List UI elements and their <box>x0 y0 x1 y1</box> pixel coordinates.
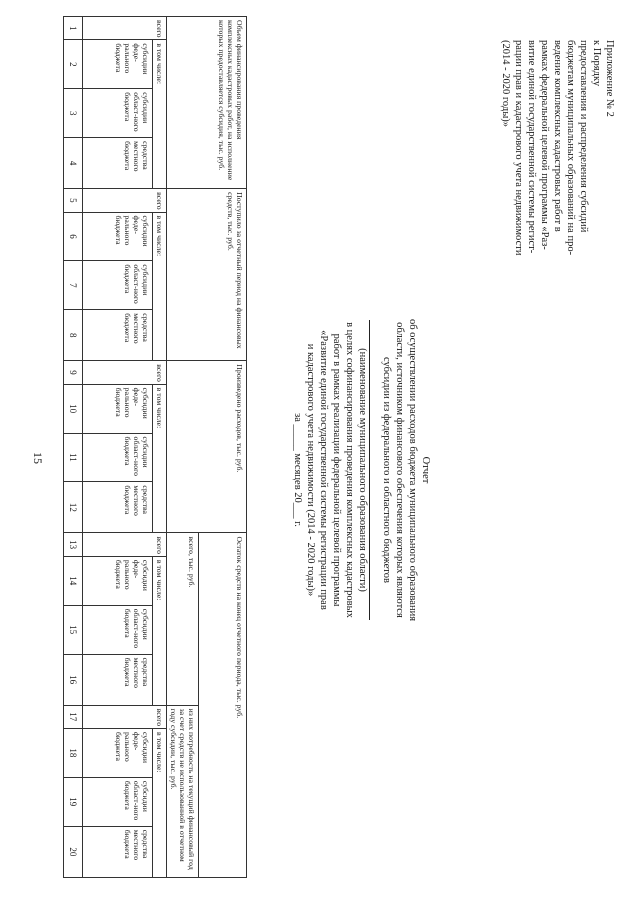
column-number: 3 <box>64 89 83 138</box>
rotated-sheet <box>30 10 620 890</box>
col-federal-subsidy: субсидии феде-рального бюджета <box>83 40 153 89</box>
column-number: 10 <box>64 384 83 433</box>
col-local-budget: средства местного бюджета <box>83 826 153 877</box>
report-table <box>63 16 247 878</box>
header-remainder-total: всего, тыс. руб. <box>167 533 199 705</box>
column-number: 14 <box>64 556 83 605</box>
col-total: всего <box>83 361 167 384</box>
column-number: 9 <box>64 361 83 384</box>
purpose-line: и кадастрового учета недвижимости (2014 - 2020 годы)» <box>305 343 316 597</box>
col-total: всего <box>83 533 167 556</box>
appendix-line: к Порядку <box>591 40 602 87</box>
col-total: всего <box>83 189 167 212</box>
col-regional-subsidy: субсидии област-ного бюджета <box>83 605 153 654</box>
appendix-line: бюджетам муниципальных образований на про- <box>565 40 576 256</box>
column-number: 7 <box>64 261 83 310</box>
column-number: 11 <box>64 433 83 482</box>
report-subtitle-line: субсидии из федерального и областного бюджетов <box>381 357 392 583</box>
report-title-block <box>291 260 432 680</box>
column-number: 15 <box>64 605 83 654</box>
appendix-line: рамках федеральной целевой программы «Раз- <box>539 40 550 250</box>
col-federal-subsidy: субсидии феде-рального бюджета <box>83 728 153 777</box>
appendix-line: Приложение № 2 <box>604 40 615 117</box>
municipality-caption: (наименование муниципального образования области) <box>357 348 368 592</box>
col-including: в том числе: <box>153 384 167 533</box>
header-spent: Произведено расходов, тыс. руб. <box>167 361 247 533</box>
appendix-line: рации прав и кадастрового учета недвижимости <box>513 40 524 256</box>
period-line: за _____ месяцев 20___ г. <box>292 413 303 527</box>
col-including: в том числе: <box>153 556 167 705</box>
column-number: 13 <box>64 533 83 556</box>
municipality-blank-line <box>369 320 370 620</box>
header-remainder-need: из них потребность на текущий финансовый год за счет средств не использованной в отчетном году субсидии, тыс. руб. <box>167 705 199 877</box>
col-total: всего <box>83 705 167 728</box>
column-number: 19 <box>64 777 83 826</box>
column-number: 18 <box>64 728 83 777</box>
appendix-line: ведение комплексных кадастровых работ в <box>552 40 563 232</box>
col-local-budget: средства местного бюджета <box>83 310 153 361</box>
col-local-budget: средства местного бюджета <box>83 482 153 533</box>
column-number: 17 <box>64 705 83 728</box>
col-federal-subsidy: субсидии феде-рального бюджета <box>83 212 153 261</box>
column-number: 2 <box>64 40 83 89</box>
column-number: 20 <box>64 826 83 877</box>
report-subtitle-line: области, источником финансового обеспечения которых являются <box>394 322 405 618</box>
appendix-line: витие единой государственной системы регист- <box>526 40 537 254</box>
col-federal-subsidy: субсидии феде-рального бюджета <box>83 384 153 433</box>
column-number: 6 <box>64 212 83 261</box>
col-total: всего <box>83 17 167 40</box>
col-regional-subsidy: субсидии област-ного бюджета <box>83 89 153 138</box>
report-title: Отчет <box>420 456 431 484</box>
col-including: в том числе: <box>153 212 167 361</box>
appendix-heading <box>499 40 616 480</box>
col-regional-subsidy: субсидии област-ного бюджета <box>83 261 153 310</box>
col-local-budget: средства местного бюджета <box>83 654 153 705</box>
column-number: 12 <box>64 482 83 533</box>
appendix-line: предоставления и распределения субсидий <box>578 40 589 233</box>
column-number: 1 <box>64 17 83 40</box>
col-regional-subsidy: субсидии област-ного бюджета <box>83 433 153 482</box>
col-local-budget: средства местного бюджета <box>83 138 153 189</box>
column-number: 4 <box>64 138 83 189</box>
column-number: 5 <box>64 189 83 212</box>
purpose-line: работ в рамках реализации федеральной целевой программы <box>331 333 342 607</box>
report-subtitle-line: об осуществлении расходов бюджета муниципального образования <box>407 318 418 622</box>
purpose-line: «Развитие единой государственной системы регистрации прав <box>318 330 329 610</box>
header-remainder: Остаток средств на конец отчетного периода, тыс. руб. <box>199 533 247 878</box>
header-received: Поступило за отчетный период на финансовых средств, тыс. руб. <box>167 189 247 361</box>
col-federal-subsidy: субсидии феде-рального бюджета <box>83 556 153 605</box>
column-number: 16 <box>64 654 83 705</box>
purpose-line: в целях софинансирования проведения комплексных кадастровых <box>344 322 355 618</box>
appendix-line: (2014 - 2020 годы)» <box>500 40 511 128</box>
column-number: 8 <box>64 310 83 361</box>
col-including: в том числе: <box>153 40 167 189</box>
col-regional-subsidy: субсидии област-ного бюджета <box>83 777 153 826</box>
col-including: в том числе: <box>153 728 167 877</box>
page-number: 15 <box>31 452 45 464</box>
header-funding-volume: Объем финансирования проведения комплексных кадастровых работ, на исполнение которых предоставляется субсидия, тыс. руб. <box>167 17 247 189</box>
